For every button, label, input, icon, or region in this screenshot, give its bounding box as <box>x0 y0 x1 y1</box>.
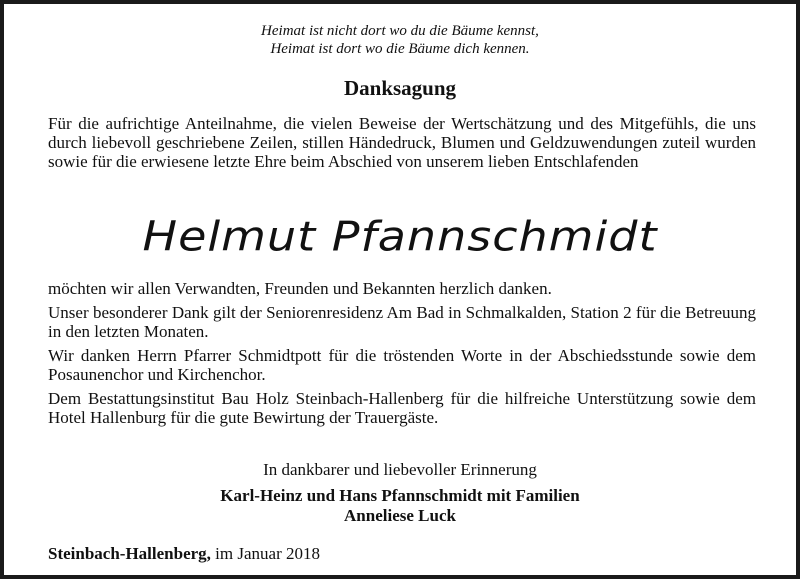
intro-paragraph: Für die aufrichtige Anteilnahme, die vielen Beweise der Wertschätzung und des Mitgefühls, die uns durch liebevoll geschriebene Zeilen, stillen Händedruck, Blumen und Geldzuwendungen zuteil wurden sowie für die erwiesene letzte Ehre beim Abschied von unserem lieben Entschlafenden <box>48 114 756 171</box>
motto-quote <box>4 22 796 58</box>
place-date-text: im Januar 2018 <box>210 544 320 563</box>
place-town: Steinbach-Hallenberg, <box>48 544 211 563</box>
motto-line-2: Heimat ist dort wo die Bäume dich kennen. <box>270 41 530 57</box>
thanks-body <box>48 279 756 432</box>
thanks-paragraph-1: möchten wir allen Verwandten, Freunden und Bekannten herzlich danken. <box>48 279 552 298</box>
deceased-name: Helmut Pfannschmidt <box>142 211 658 261</box>
thanks-paragraph-3: Wir danken Herrn Pfarrer Schmidtpott für die tröstenden Worte in der Abschiedsstunde sowie dem Posaunenchor und Kirchenchor. <box>48 346 756 384</box>
family-line-1: Karl-Heinz und Hans Pfannschmidt mit Familien <box>220 486 580 505</box>
place-date <box>48 544 320 564</box>
closing-block <box>4 460 796 526</box>
thanks-paragraph-2: Unser besonderer Dank gilt der Seniorenresidenz Am Bad in Schmalkalden, Station 2 für die Betreuung in den letzten Monaten. <box>48 303 756 341</box>
remembrance-line: In dankbarer und liebevoller Erinnerung <box>263 460 537 479</box>
motto-line-1: Heimat ist nicht dort wo du die Bäume kennst, <box>261 23 539 39</box>
thanks-paragraph-4: Dem Bestattungsinstitut Bau Holz Steinbach-Hallenberg für die hilfreiche Unterstützung sowie dem Hotel Hallenburg für die gute Bewirtung der Trauergäste. <box>48 389 756 427</box>
notice-heading: Danksagung <box>343 76 457 100</box>
family-line-2: Anneliese Luck <box>344 506 456 525</box>
